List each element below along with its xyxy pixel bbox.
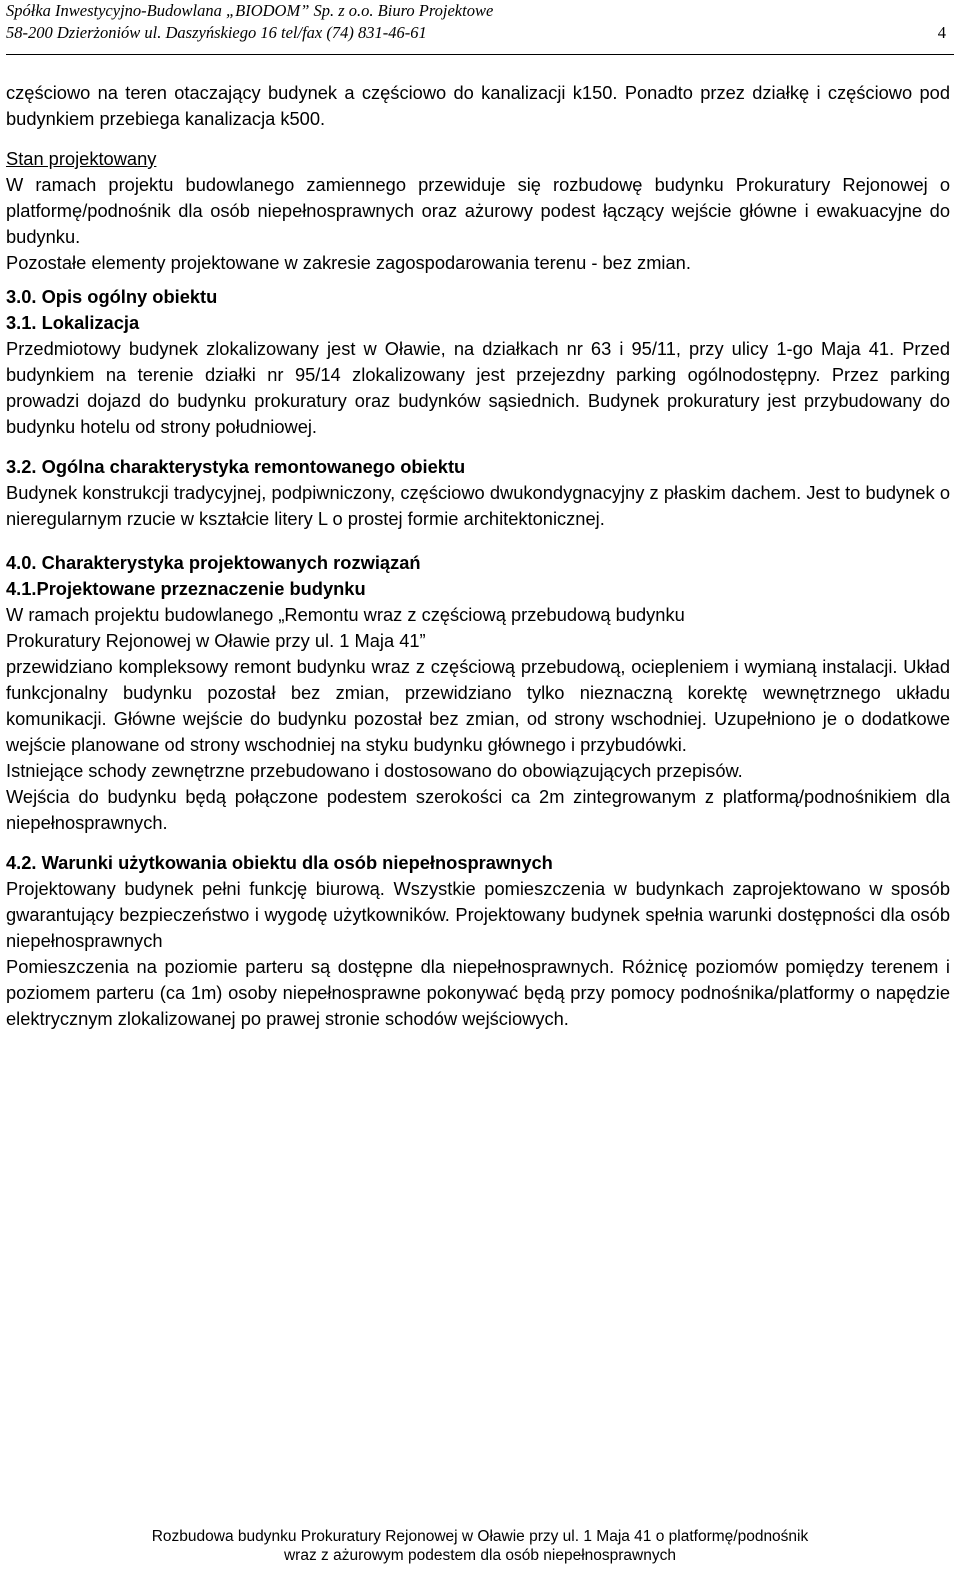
stan-heading-text: Stan projektowany <box>6 148 157 169</box>
section-3-2-title: Ogólna charakterystyka remontowanego obiektu <box>41 456 466 477</box>
section-4-1-heading <box>6 576 950 602</box>
section-4-2-heading: 4.2. Warunki użytkowania obiektu dla osób niepełnosprawnych <box>6 852 553 873</box>
section-4-2-paragraph-2: Pomieszczenia na poziomie parteru są dostępne dla niepełnosprawnych. Różnicę poziomów pomiędzy terenem i poziomem parteru (ca 1m) osoby niepełnosprawne pokonywać będą przy pomocy podnośnika/platformy o napędzie elektrycznym zlokalizowanej po prawej stronie schodów wejściowych. <box>6 956 950 1029</box>
section-3-2-number: 3.2. <box>6 456 37 477</box>
section-3-2-text: Budynek konstrukcji tradycyjnej, podpiwniczony, częściowo dwukondygnacyjny z płaskim dachem. Jest to budynek o nieregularnym rzucie w kształcie litery L o prostej formie architektonicznej. <box>6 482 950 529</box>
section-3-1-heading: 3.1. Lokalizacja <box>6 312 140 333</box>
section-3-2-heading <box>6 454 950 480</box>
page-header <box>6 0 954 55</box>
section-4-1-number: 4.1. <box>6 578 37 599</box>
section-4-1-paragraph-1: przewidziano kompleksowy remont budynku wraz z częściową przebudową, ociepleniem i wymianą instalacji. Układ funkcjonalny budynku pozostał bez zmian, przewidziano tylko nieznaczną korektę wewnętrznego układu komunikacji. Główne wejście do budynku pozostał bez zmian, od strony wschodniej. Uzupełniono je o dodatkowe wejście planowane od strony wschodniej na styku budynku głównego i przybudówki. <box>6 656 950 755</box>
company-name: Spółka Inwestycyjno-Budowlana „BIODOM” Sp. z o.o. Biuro Projektowe <box>6 1 494 20</box>
footer-line-1: Rozbudowa budynku Prokuratury Rejonowej w Oławie przy ul. 1 Maja 41 o platformę/podnośnik <box>151 1528 809 1545</box>
section-4-1-paragraph-3: Wejścia do budynku będą połączone podestem szerokości ca 2m zintegrowanym z platformą/podnośnikiem dla niepełnosprawnych. <box>6 786 950 833</box>
company-address: 58-200 Dzierżoniów ul. Daszyńskiego 16 tel/fax (74) 831-46-61 <box>6 23 427 42</box>
stan-paragraph: W ramach projektu budowlanego zamiennego przewiduje się rozbudowę budynku Prokuratury Rejonowej o platformę/podnośnik dla osób niepełnosprawnych oraz ażurowy podest łączący wejście główne i ewakuacyjne do budynku. <box>6 174 950 247</box>
section-stan-heading <box>6 146 950 172</box>
section-4-2-paragraph-1: Projektowany budynek pełni funkcję biurową. Wszystkie pomieszczenia w budynkach zaprojektowano w sposób gwarantujący bezpieczeństwo i wygodę użytkowników. Projektowany budynek spełnia warunki dostępności dla osób niepełnosprawnych <box>6 878 950 951</box>
intro-paragraph: częściowo na teren otaczający budynek a częściowo do kanalizacji k150. Ponadto przez działkę i częściowo pod budynkiem przebiega kanalizacja k500. <box>6 82 950 129</box>
section-3-1-text: Przedmiotowy budynek zlokalizowany jest w Oławie, na działkach nr 63 i 95/11, przy ulicy 1-go Maja 41. Przed budynkiem na terenie działki nr 95/14 zlokalizowany jest przejezdny parking ogólnodostępny. Przez parking prowadzi dojazd do budynku prokuratury oraz budynków sąsiednich. Budynek prokuratury jest przybudowany do budynku hotelu od strony południowej. <box>6 338 950 437</box>
footer-line-2: wraz z ażurowym podestem dla osób niepełnosprawnych <box>283 1547 676 1564</box>
section-4-1-line-2: Prokuratury Rejonowej w Oławie przy ul. 1 Maja 41” <box>6 630 426 651</box>
section-4-1-line-1: W ramach projektu budowlanego „Remontu wraz z częściową przebudową budynku <box>6 604 685 625</box>
document-body <box>6 80 950 1032</box>
section-4-1-paragraph-2: Istniejące schody zewnętrzne przebudowano i dostosowano do obowiązujących przepisów. <box>6 760 743 781</box>
section-4-1-title: Projektowane przeznaczenie budynku <box>36 578 366 599</box>
stan-paragraph-2: Pozostałe elementy projektowane w zakresie zagospodarowania terenu - bez zmian. <box>6 252 691 273</box>
page-footer <box>0 1527 960 1565</box>
section-3-0-heading: 3.0. Opis ogólny obiektu <box>6 286 218 307</box>
section-4-0-heading: 4.0. Charakterystyka projektowanych rozwiązań <box>6 552 421 573</box>
page-number: 4 <box>937 23 946 42</box>
